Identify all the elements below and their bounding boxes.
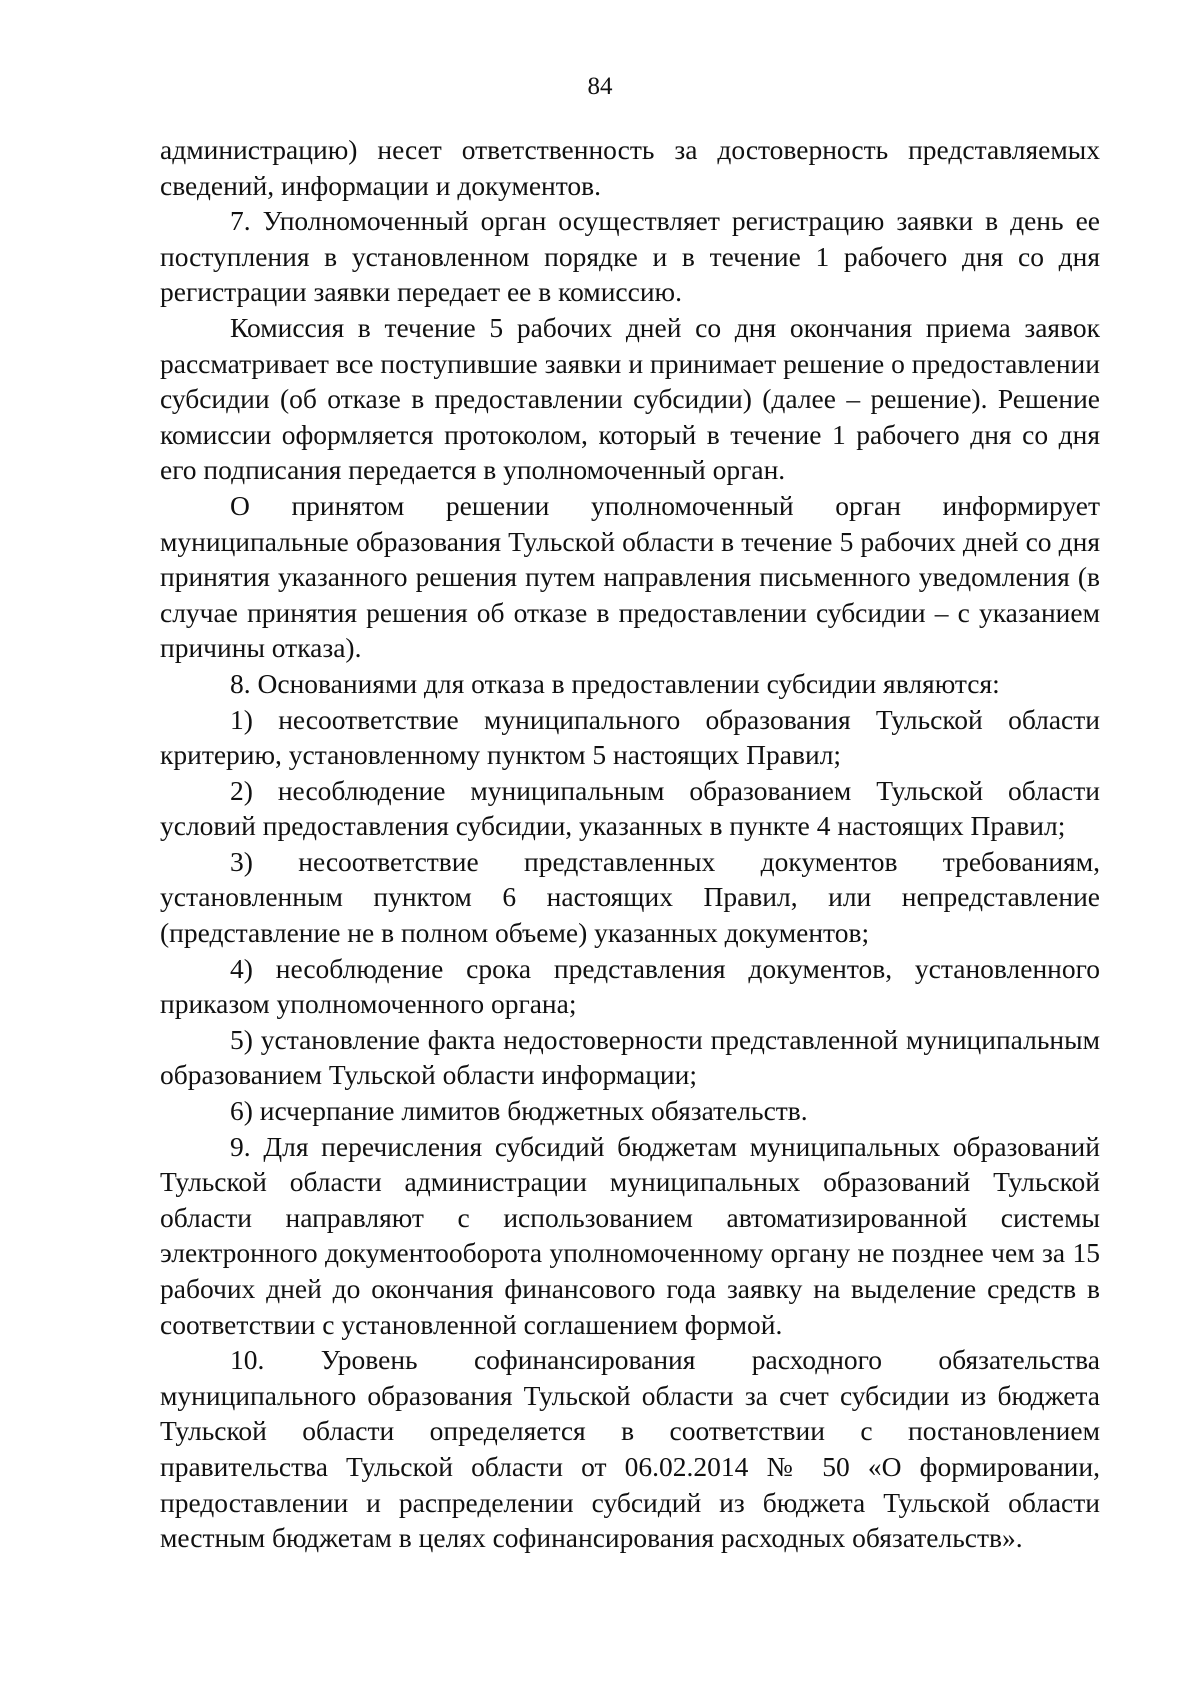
list-item-8-6: 6) исчерпание лимитов бюджетных обязательств. [230,1095,808,1127]
paragraph-item-8: 8. Основаниями для отказа в предоставлении субсидии являются: [230,667,1000,699]
list-item-8-5: 5) установление факта недостоверности представленной муниципальным образованием Тульской области информации; [160,1023,1100,1091]
page-number: 84 [587,73,613,100]
paragraph-notification: О принятом решении уполномоченный орган информирует муниципальные образования Тульской области в течение 5 рабочих дней со дня принятия указанного решения путем направления письменного уведомления (в случае принятия решения об отказе в предоставлении субсидии – с указанием причины отказа). [160,489,1100,664]
paragraph-item-7: 7. Уполномоченный орган осуществляет регистрацию заявки в день ее поступления в установленном порядке и в течение 1 рабочего дня со дня регистрации заявки передает ее в комиссию. [160,205,1100,308]
paragraph-continuation: администрацию) несет ответственность за достоверность представляемых сведений, информации и документов. [160,134,1100,201]
paragraph-commission: Комиссия в течение 5 рабочих дней со дня окончания приема заявок рассматривает все поступившие заявки и принимает решение о предоставлении субсидии (об отказе в предоставлении субсидии) (далее – решение). Решение комиссии оформляется протоколом, который в течение 1 рабочего дня со дня его подписания передается в уполномоченный орган. [160,311,1100,486]
list-item-8-3: 3) несоответствие представленных документов требованиям, установленным пунктом 6 настоящих Правил, или непредставление (представление не в полном объеме) указанных документов; [160,845,1100,949]
document-body [160,132,1100,1556]
paragraph-item-9: 9. Для перечисления субсидий бюджетам муниципальных образований Тульской области администрации муниципальных образований Тульской области направляют с использованием автоматизированной системы электронного документооборота уполномоченному органу не позднее чем за 15 рабочих дней до окончания финансового года заявку на выделение средств в соответствии с установленной соглашением формой. [160,1130,1100,1340]
paragraph-item-10: 10. Уровень софинансирования расходного обязательства муниципального образования Тульской области за счет субсидии из бюджета Тульской области определяется в соответствии с постановлением правительства Тульской области от 06.02.2014 № 50 «О формировании, предоставлении и распределении субсидий из бюджета Тульской области местным бюджетам в целях софинансирования расходных обязательств». [160,1344,1100,1554]
list-item-8-4: 4) несоблюдение срока представления документов, установленного приказом уполномоченного органа; [160,952,1100,1020]
list-item-8-2: 2) несоблюдение муниципальным образованием Тульской области условий предоставления субсидии, указанных в пункте 4 настоящих Правил; [160,774,1100,842]
list-item-8-1: 1) несоответствие муниципального образования Тульской области критерию, установленному пунктом 5 настоящих Правил; [160,703,1100,771]
